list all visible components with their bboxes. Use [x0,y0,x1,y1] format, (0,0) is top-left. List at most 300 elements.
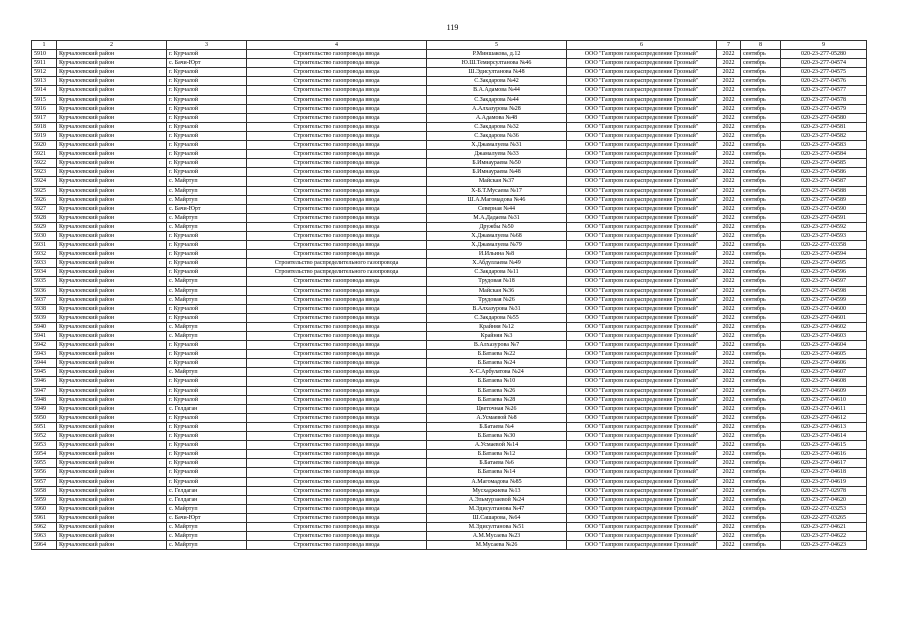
month-cell: сентябрь [741,222,781,231]
organization-cell: ООО "Газпром газораспределение Грозный" [567,504,717,513]
work-type-cell: Строительство газопровода ввода [247,68,427,77]
year-cell: 2022 [717,268,741,277]
year-cell: 2022 [717,441,741,450]
organization-cell: ООО "Газпром газораспределение Грозный" [567,450,717,459]
work-type-cell: Строительство газопровода ввода [247,168,427,177]
month-cell: сентябрь [741,359,781,368]
year-cell: 2022 [717,432,741,441]
row-number-cell: 5962 [32,522,57,531]
work-type-cell: Строительство газопровода ввода [247,541,427,550]
district-cell: Курчалоевский район [57,259,167,268]
row-number-cell: 5939 [32,313,57,322]
row-number-cell: 5927 [32,204,57,213]
address-cell: Б.Батаева №24 [427,359,567,368]
settlement-cell: с. Майртуп [167,277,247,286]
month-cell: сентябрь [741,404,781,413]
registration-number-cell: 020-23-277-04579 [781,104,867,113]
settlement-cell: с. Гелдаган [167,404,247,413]
table-row [32,304,867,313]
month-cell: сентябрь [741,377,781,386]
organization-cell: ООО "Газпром газораспределение Грозный" [567,322,717,331]
district-cell: Курчалоевский район [57,222,167,231]
address-cell: А.Магомадова №85 [427,477,567,486]
organization-cell: ООО "Газпром газораспределение Грозный" [567,195,717,204]
registration-number-cell: 020-22-277-03265 [781,513,867,522]
registration-number-cell: 020-23-277-04586 [781,168,867,177]
work-type-cell: Строительство газопровода ввода [247,177,427,186]
organization-cell: ООО "Газпром газораспределение Грозный" [567,341,717,350]
organization-cell: ООО "Газпром газораспределение Грозный" [567,104,717,113]
organization-cell: ООО "Газпром газораспределение Грозный" [567,231,717,240]
work-type-cell: Строительство газопровода ввода [247,231,427,240]
settlement-cell: с. Гелдаган [167,486,247,495]
registration-number-cell: 020-23-277-04608 [781,377,867,386]
year-cell: 2022 [717,186,741,195]
year-cell: 2022 [717,213,741,222]
table-row [32,50,867,59]
month-cell: сентябрь [741,104,781,113]
year-cell: 2022 [717,368,741,377]
district-cell: Курчалоевский район [57,468,167,477]
registration-number-cell: 020-22-277-03253 [781,504,867,513]
work-type-cell: Строительство распределительного газопровода [247,259,427,268]
month-cell: сентябрь [741,150,781,159]
settlement-cell: г. Курчалой [167,250,247,259]
address-cell: В.Алхазурова №7 [427,341,567,350]
organization-cell: ООО "Газпром газораспределение Грозный" [567,377,717,386]
row-number-cell: 5952 [32,432,57,441]
registration-number-cell: 020-23-277-04590 [781,204,867,213]
address-cell: Майская №37 [427,177,567,186]
month-cell: сентябрь [741,177,781,186]
settlement-cell: г. Курчалой [167,241,247,250]
settlement-cell: с. Майртуп [167,286,247,295]
organization-cell: ООО "Газпром газораспределение Грозный" [567,495,717,504]
registration-number-cell: 020-23-277-04580 [781,113,867,122]
address-cell: Б.Батаева №22 [427,350,567,359]
settlement-cell: г. Курчалой [167,441,247,450]
month-cell: сентябрь [741,513,781,522]
work-type-cell: Строительство распределительного газопровода [247,268,427,277]
settlement-cell: г. Курчалой [167,268,247,277]
table-row [32,377,867,386]
row-number-cell: 5929 [32,222,57,231]
registration-number-cell: 020-23-277-04589 [781,195,867,204]
work-type-cell: Строительство газопровода ввода [247,50,427,59]
column-header: 5 [427,41,567,50]
year-cell: 2022 [717,77,741,86]
settlement-cell: г. Курчалой [167,68,247,77]
month-cell: сентябрь [741,332,781,341]
month-cell: сентябрь [741,350,781,359]
table-row [32,231,867,240]
organization-cell: ООО "Газпром газораспределение Грозный" [567,77,717,86]
month-cell: сентябрь [741,113,781,122]
table-row [32,486,867,495]
settlement-cell: с. Бачи-Юрт [167,204,247,213]
district-cell: Курчалоевский район [57,513,167,522]
month-cell: сентябрь [741,313,781,322]
year-cell: 2022 [717,304,741,313]
address-cell: С.Закдарова №42 [427,77,567,86]
settlement-cell: г. Курчалой [167,477,247,486]
registration-number-cell: 020-23-277-04582 [781,131,867,140]
row-number-cell: 5956 [32,468,57,477]
registration-number-cell: 020-23-277-04594 [781,250,867,259]
organization-cell: ООО "Газпром газораспределение Грозный" [567,122,717,131]
organization-cell: ООО "Газпром газораспределение Грозный" [567,50,717,59]
row-number-cell: 5953 [32,441,57,450]
year-cell: 2022 [717,241,741,250]
district-cell: Курчалоевский район [57,368,167,377]
district-cell: Курчалоевский район [57,341,167,350]
settlement-cell: г. Курчалой [167,341,247,350]
work-type-cell: Строительство газопровода ввода [247,495,427,504]
work-type-cell: Строительство газопровода ввода [247,377,427,386]
district-cell: Курчалоевский район [57,522,167,531]
settlement-cell: г. Курчалой [167,50,247,59]
table-row [32,68,867,77]
table-row [32,386,867,395]
work-type-cell: Строительство газопровода ввода [247,404,427,413]
table-row [32,513,867,522]
year-cell: 2022 [717,195,741,204]
work-type-cell: Строительство газопровода ввода [247,131,427,140]
organization-cell: ООО "Газпром газораспределение Грозный" [567,395,717,404]
organization-cell: ООО "Газпром газораспределение Грозный" [567,59,717,68]
district-cell: Курчалоевский район [57,304,167,313]
work-type-cell: Строительство газопровода ввода [247,532,427,541]
settlement-cell: г. Курчалой [167,159,247,168]
settlement-cell: с. Майртуп [167,332,247,341]
organization-cell: ООО "Газпром газораспределение Грозный" [567,359,717,368]
settlement-cell: г. Курчалой [167,122,247,131]
year-cell: 2022 [717,359,741,368]
year-cell: 2022 [717,459,741,468]
settlement-cell: г. Курчалой [167,377,247,386]
address-cell: Северная №44 [427,204,567,213]
settlement-cell: г. Курчалой [167,359,247,368]
year-cell: 2022 [717,231,741,240]
registration-number-cell: 020-23-277-04576 [781,77,867,86]
district-cell: Курчалоевский район [57,450,167,459]
row-number-cell: 5910 [32,50,57,59]
year-cell: 2022 [717,277,741,286]
district-cell: Курчалоевский район [57,231,167,240]
registration-number-cell: 020-23-277-04596 [781,268,867,277]
address-cell: Крайняя №3 [427,332,567,341]
row-number-cell: 5917 [32,113,57,122]
district-cell: Курчалоевский район [57,95,167,104]
registration-number-cell: 020-23-277-04622 [781,532,867,541]
organization-cell: ООО "Газпром газораспределение Грозный" [567,204,717,213]
row-number-cell: 5943 [32,350,57,359]
settlement-cell: г. Курчалой [167,432,247,441]
settlement-cell: с. Майртуп [167,195,247,204]
year-cell: 2022 [717,122,741,131]
organization-cell: ООО "Газпром газораспределение Грозный" [567,141,717,150]
year-cell: 2022 [717,386,741,395]
district-cell: Курчалоевский район [57,268,167,277]
year-cell: 2022 [717,322,741,331]
registration-number-cell: 020-23-277-04588 [781,186,867,195]
registration-number-cell: 020-23-277-04609 [781,386,867,395]
organization-cell: ООО "Газпром газораспределение Грозный" [567,131,717,140]
address-cell: Трудовая №18 [427,277,567,286]
settlement-cell: г. Курчалой [167,259,247,268]
year-cell: 2022 [717,350,741,359]
row-number-cell: 5938 [32,304,57,313]
organization-cell: ООО "Газпром газораспределение Грозный" [567,213,717,222]
work-type-cell: Строительство газопровода ввода [247,159,427,168]
address-cell: М.Эдисултанова №51 [427,522,567,531]
settlement-cell: с. Бачи-Юрт [167,513,247,522]
row-number-cell: 5914 [32,86,57,95]
address-cell: Б.Батаева №6 [427,459,567,468]
month-cell: сентябрь [741,395,781,404]
organization-cell: ООО "Газпром газораспределение Грозный" [567,432,717,441]
district-cell: Курчалоевский район [57,250,167,259]
month-cell: сентябрь [741,459,781,468]
year-cell: 2022 [717,541,741,550]
organization-cell: ООО "Газпром газораспределение Грозный" [567,486,717,495]
organization-cell: ООО "Газпром газораспределение Грозный" [567,286,717,295]
organization-cell: ООО "Газпром газораспределение Грозный" [567,150,717,159]
row-number-cell: 5961 [32,513,57,522]
work-type-cell: Строительство газопровода ввода [247,359,427,368]
district-cell: Курчалоевский район [57,477,167,486]
year-cell: 2022 [717,341,741,350]
table-row [32,441,867,450]
settlement-cell: г. Курчалой [167,77,247,86]
address-cell: Б.Батаева №14 [427,468,567,477]
organization-cell: ООО "Газпром газораспределение Грозный" [567,68,717,77]
work-type-cell: Строительство газопровода ввода [247,468,427,477]
year-cell: 2022 [717,86,741,95]
year-cell: 2022 [717,168,741,177]
organization-cell: ООО "Газпром газораспределение Грозный" [567,259,717,268]
table-row [32,504,867,513]
address-cell: В.А.Адамова №44 [427,86,567,95]
address-cell: Б.Имнаураева №48 [427,168,567,177]
settlement-cell: с. Майртуп [167,522,247,531]
work-type-cell: Строительство газопровода ввода [247,277,427,286]
table-row [32,495,867,504]
table-row [32,341,867,350]
year-cell: 2022 [717,95,741,104]
table-row [32,122,867,131]
organization-cell: ООО "Газпром газораспределение Грозный" [567,186,717,195]
district-cell: Курчалоевский район [57,68,167,77]
work-type-cell: Строительство газопровода ввода [247,368,427,377]
settlement-cell: г. Курчалой [167,468,247,477]
row-number-cell: 5935 [32,277,57,286]
work-type-cell: Строительство газопровода ввода [247,504,427,513]
settlement-cell: с. Майртуп [167,504,247,513]
row-number-cell: 5924 [32,177,57,186]
address-cell: М.Мусаева №26 [427,541,567,550]
table-row [32,541,867,550]
month-cell: сентябрь [741,213,781,222]
address-cell: С.Закдарова №44 [427,95,567,104]
address-cell: Цветочная №26 [427,404,567,413]
address-cell: Б.Батаева №30 [427,432,567,441]
district-cell: Курчалоевский район [57,113,167,122]
settlement-cell: г. Курчалой [167,168,247,177]
column-header: 7 [717,41,741,50]
settlement-cell: г. Курчалой [167,459,247,468]
month-cell: сентябрь [741,368,781,377]
district-cell: Курчалоевский район [57,486,167,495]
table-row [32,522,867,531]
row-number-cell: 5911 [32,59,57,68]
registration-number-cell: 020-23-277-04611 [781,404,867,413]
address-cell: Ш.Эдисултанова №48 [427,68,567,77]
settlement-cell: с. Бачи-Юрт [167,59,247,68]
registration-number-cell: 020-23-277-04616 [781,450,867,459]
organization-cell: ООО "Газпром газораспределение Грозный" [567,522,717,531]
table-row [32,468,867,477]
work-type-cell: Строительство газопровода ввода [247,295,427,304]
settlement-cell: г. Курчалой [167,350,247,359]
organization-cell: ООО "Газпром газораспределение Грозный" [567,386,717,395]
work-type-cell: Строительство газопровода ввода [247,413,427,422]
register-table [31,40,867,550]
address-cell: М.Эдисултанова №47 [427,504,567,513]
month-cell: сентябрь [741,195,781,204]
column-header: 2 [57,41,167,50]
district-cell: Курчалоевский район [57,413,167,422]
column-header: 1 [32,41,57,50]
district-cell: Курчалоевский район [57,213,167,222]
row-number-cell: 5937 [32,295,57,304]
registration-number-cell: 020-23-277-04581 [781,122,867,131]
month-cell: сентябрь [741,268,781,277]
table-row [32,104,867,113]
address-cell: С.Закдарова №55 [427,313,567,322]
table-row [32,413,867,422]
registration-number-cell: 020-23-277-04605 [781,350,867,359]
table-row [32,286,867,295]
district-cell: Курчалоевский район [57,195,167,204]
column-header: 8 [741,41,781,50]
row-number-cell: 5913 [32,77,57,86]
address-cell: Б.Батаева №26 [427,386,567,395]
district-cell: Курчалоевский район [57,541,167,550]
address-cell: Х.Джамалуева №68 [427,231,567,240]
year-cell: 2022 [717,50,741,59]
month-cell: сентябрь [741,50,781,59]
year-cell: 2022 [717,395,741,404]
month-cell: сентябрь [741,68,781,77]
registration-number-cell: 020-23-277-04621 [781,522,867,531]
row-number-cell: 5926 [32,195,57,204]
registration-number-cell: 020-23-277-04599 [781,295,867,304]
row-number-cell: 5957 [32,477,57,486]
month-cell: сентябрь [741,241,781,250]
organization-cell: ООО "Газпром газораспределение Грозный" [567,477,717,486]
settlement-cell: с. Майртуп [167,186,247,195]
address-cell: Б.Батаева №28 [427,395,567,404]
address-cell: А.Эльмурзаевой №24 [427,495,567,504]
district-cell: Курчалоевский район [57,77,167,86]
district-cell: Курчалоевский район [57,277,167,286]
year-cell: 2022 [717,141,741,150]
table-row [32,159,867,168]
registration-number-cell: 020-23-277-04620 [781,495,867,504]
registration-number-cell: 020-23-277-04610 [781,395,867,404]
table-row [32,204,867,213]
year-cell: 2022 [717,413,741,422]
settlement-cell: г. Курчалой [167,304,247,313]
organization-cell: ООО "Газпром газораспределение Грозный" [567,541,717,550]
organization-cell: ООО "Газпром газораспределение Грозный" [567,86,717,95]
row-number-cell: 5930 [32,231,57,240]
row-number-cell: 5948 [32,395,57,404]
work-type-cell: Строительство газопровода ввода [247,104,427,113]
settlement-cell: г. Курчалой [167,95,247,104]
registration-number-cell: 020-23-277-04585 [781,159,867,168]
table-row [32,350,867,359]
work-type-cell: Строительство газопровода ввода [247,350,427,359]
address-cell: Р.Миншакова, д.12 [427,50,567,59]
column-header: 6 [567,41,717,50]
month-cell: сентябрь [741,59,781,68]
table-row [32,359,867,368]
address-cell: Х.Абдуллаева №49 [427,259,567,268]
settlement-cell: с. Майртуп [167,295,247,304]
work-type-cell: Строительство газопровода ввода [247,477,427,486]
month-cell: сентябрь [741,477,781,486]
organization-cell: ООО "Газпром газораспределение Грозный" [567,113,717,122]
address-cell: Х.Джамалуева №31 [427,141,567,150]
year-cell: 2022 [717,150,741,159]
year-cell: 2022 [717,159,741,168]
settlement-cell: г. Курчалой [167,113,247,122]
year-cell: 2022 [717,332,741,341]
table-row [32,141,867,150]
registration-number-cell: 020-23-277-04614 [781,432,867,441]
work-type-cell: Строительство газопровода ввода [247,204,427,213]
row-number-cell: 5919 [32,131,57,140]
month-cell: сентябрь [741,486,781,495]
address-cell: С.Закдарова №32 [427,122,567,131]
work-type-cell: Строительство газопровода ввода [247,222,427,231]
year-cell: 2022 [717,286,741,295]
work-type-cell: Строительство газопровода ввода [247,304,427,313]
district-cell: Курчалоевский район [57,168,167,177]
registration-number-cell: 020-23-277-04593 [781,231,867,240]
month-cell: сентябрь [741,532,781,541]
work-type-cell: Строительство газопровода ввода [247,77,427,86]
district-cell: Курчалоевский район [57,122,167,131]
organization-cell: ООО "Газпром газораспределение Грозный" [567,295,717,304]
district-cell: Курчалоевский район [57,441,167,450]
row-number-cell: 5955 [32,459,57,468]
row-number-cell: 5915 [32,95,57,104]
organization-cell: ООО "Газпром газораспределение Грозный" [567,168,717,177]
month-cell: сентябрь [741,541,781,550]
year-cell: 2022 [717,486,741,495]
page-number: 119 [446,23,459,32]
address-cell: С.Закдарова №36 [427,131,567,140]
settlement-cell: с. Майртуп [167,532,247,541]
registration-number-cell: 020-23-277-04595 [781,259,867,268]
month-cell: сентябрь [741,522,781,531]
work-type-cell: Строительство газопровода ввода [247,59,427,68]
month-cell: сентябрь [741,86,781,95]
registration-number-cell: 020-23-277-04587 [781,177,867,186]
